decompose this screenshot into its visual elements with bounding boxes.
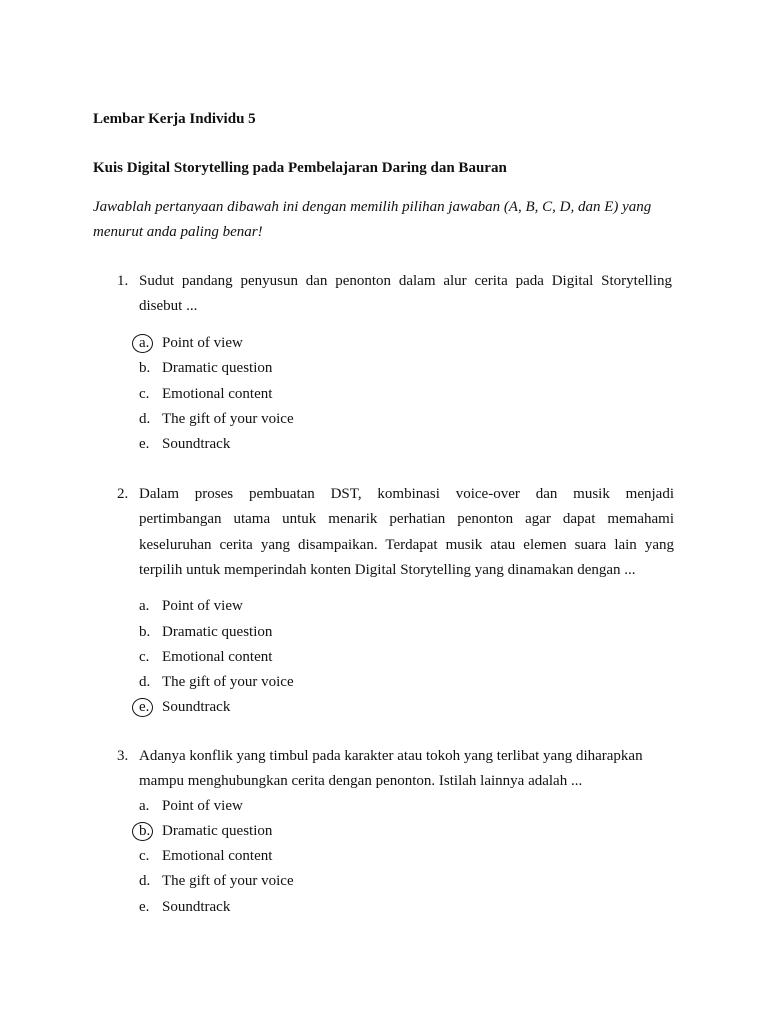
q1-option-c-text: Emotional content [162,386,273,402]
question-3-line-1: Adanya konflik yang timbul pada karakter atau tokoh yang terlibat yang diharapkan [139,748,643,764]
instruction-line-2: menurut anda paling benar! [93,224,263,240]
q1-option-b-text: Dramatic question [162,360,273,376]
document-title: Lembar Kerja Individu 5 [93,111,256,127]
q2-option-b-letter: b. [139,624,151,640]
q2-option-e-letter: e. [139,699,150,715]
q1-option-e-letter: e. [139,436,150,452]
question-3-number: 3. [117,748,129,764]
question-2-line-4: terpilih untuk memperindah konten Digital Storytelling yang dinamakan dengan ... [139,562,636,578]
question-3-line-2: mampu menghubungkan cerita dengan penonton. Istilah lainnya adalah ... [139,773,583,789]
q3-option-d-letter: d. [139,873,151,889]
q1-option-c-letter: c. [139,386,150,402]
q3-option-c-letter: c. [139,848,150,864]
q3-option-e-letter: e. [139,899,150,915]
q2-option-d-text: The gift of your voice [162,674,294,690]
q2-option-c-letter: c. [139,649,150,665]
q3-option-b-text: Dramatic question [162,823,273,839]
q2-option-a-letter: a. [139,598,150,614]
q1-option-d-letter: d. [139,411,151,427]
q1-option-b-letter: b. [139,360,151,376]
question-2-number: 2. [117,486,129,502]
q1-option-a-letter: a. [139,335,150,351]
q3-option-a-text: Point of view [162,798,243,814]
question-1-number: 1. [117,273,129,289]
question-2-line-2: pertimbangan utama untuk menarik perhatian penonton agar dapat memahami [139,511,674,527]
q2-option-d-letter: d. [139,674,151,690]
q3-option-c-text: Emotional content [162,848,273,864]
q3-option-b-letter: b. [139,823,151,839]
q2-option-e-text: Soundtrack [162,699,231,715]
question-2-line-1: Dalam proses pembuatan DST, kombinasi voice-over dan musik menjadi [139,486,674,502]
q3-option-d-text: The gift of your voice [162,873,294,889]
q2-option-a-text: Point of view [162,598,243,614]
q1-option-e-text: Soundtrack [162,436,231,452]
instruction-line-1: Jawablah pertanyaan dibawah ini dengan memilih pilihan jawaban (A, B, C, D, dan E) yang [93,199,652,215]
q1-option-d-text: The gift of your voice [162,411,294,427]
q3-option-e-text: Soundtrack [162,899,231,915]
q1-option-a-text: Point of view [162,335,243,351]
q3-option-a-letter: a. [139,798,150,814]
question-2-line-3: keseluruhan cerita yang disampaikan. Terdapat musik atau elemen suara lain yang [139,537,674,553]
question-1-line-1: Sudut pandang penyusun dan penonton dalam alur cerita pada Digital Storytelling [139,273,672,289]
q2-option-b-text: Dramatic question [162,624,273,640]
document-subtitle: Kuis Digital Storytelling pada Pembelajaran Daring dan Bauran [93,160,507,176]
q2-option-c-text: Emotional content [162,649,273,665]
question-1-line-2: disebut ... [139,298,198,314]
